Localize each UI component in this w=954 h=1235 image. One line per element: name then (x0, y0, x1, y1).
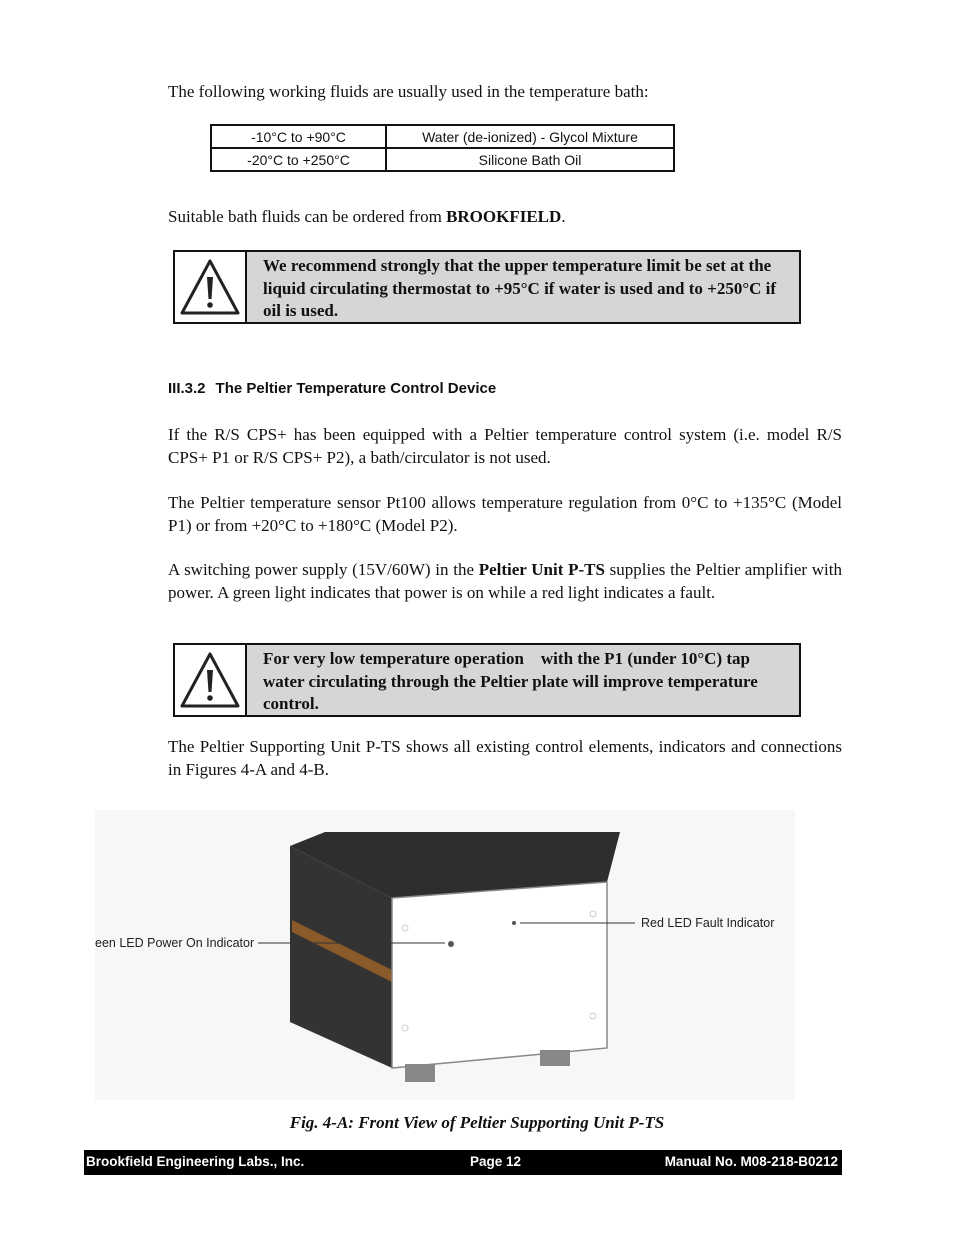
power-supply-suffix: supplies the Peltier amplifier with power. A green light indicates that power is on while a red light indicates a fault. (168, 560, 842, 602)
peltier-unit-front-view-image (95, 810, 795, 1100)
section-title: The Peltier Temperature Control Device (215, 380, 497, 397)
temperature-range-cell: -20°C to +250°C (211, 148, 386, 171)
suitable-suffix: . (561, 207, 566, 226)
footer-page-number: Page 12 (470, 1154, 522, 1169)
paragraph-control-elements: The Peltier Supporting Unit P-TS shows all existing control elements, indicators and connections in Figures 4-A and 4-B. (168, 737, 842, 779)
warning-text: For very low temperature operation with the P1 (under 10°C) tap water circulating through the Peltier plate will improve temperature control. (263, 649, 763, 713)
fluid-cell: Water (de-ionized) - Glycol Mixture (386, 125, 674, 148)
suitable-prefix: Suitable bath fluids can be ordered from (168, 207, 447, 226)
warning-text: We recommend strongly that the upper temperature limit be set at the liquid circulating thermostat to +95°C if water is used and to +250°C if oil is used. (263, 256, 777, 320)
suitable-fluids-text (168, 206, 566, 229)
power-supply-prefix: A switching power supply (15V/60W) in the (168, 560, 479, 579)
page-footer (84, 1150, 842, 1175)
section-number: III.3.2 (168, 380, 206, 397)
section-heading (168, 380, 496, 397)
red-led-label: Red LED Fault Indicator (641, 916, 775, 930)
paragraph-peltier-intro: If the R/S CPS+ has been equipped with a Peltier temperature control system (i.e. model R/S CPS+ P1 or R/S CPS+ P2), a bath/circulator is not used. (168, 425, 842, 467)
table-row (211, 125, 674, 148)
brand-name: BROOKFIELD (446, 207, 562, 226)
warning-triangle-icon (179, 650, 241, 710)
green-led-label: een LED Power On Indicator (95, 936, 255, 950)
footer-company: Brookfield Engineering Labs., Inc. (86, 1154, 305, 1169)
red-led (512, 921, 516, 925)
warning-box-temperature-limit (173, 250, 801, 324)
warning-triangle-icon (179, 257, 241, 317)
fluids-table (210, 124, 675, 172)
peltier-unit-name: Peltier Unit P-TS (478, 560, 605, 579)
temperature-range-cell: -10°C to +90°C (211, 125, 386, 148)
warning-box-low-temperature (173, 643, 801, 717)
warning-icon-cell (175, 645, 247, 715)
intro-text: The following working fluids are usually used in the temperature bath: (168, 82, 649, 101)
paragraph-power-supply (168, 559, 842, 604)
paragraph-sensor-range: The Peltier temperature sensor Pt100 allows temperature regulation from 0°C to +135°C (Model P1) or from +20°C to +180°C (Model P2). (168, 493, 842, 535)
green-led (448, 941, 454, 947)
footer-manual-number: Manual No. M08-218-B0212 (664, 1154, 838, 1169)
figure-caption: Fig. 4-A: Front View of Peltier Supporting Unit P-TS (289, 1113, 665, 1132)
warning-icon-cell (175, 252, 247, 322)
fluid-cell: Silicone Bath Oil (386, 148, 674, 171)
table-row (211, 148, 674, 171)
